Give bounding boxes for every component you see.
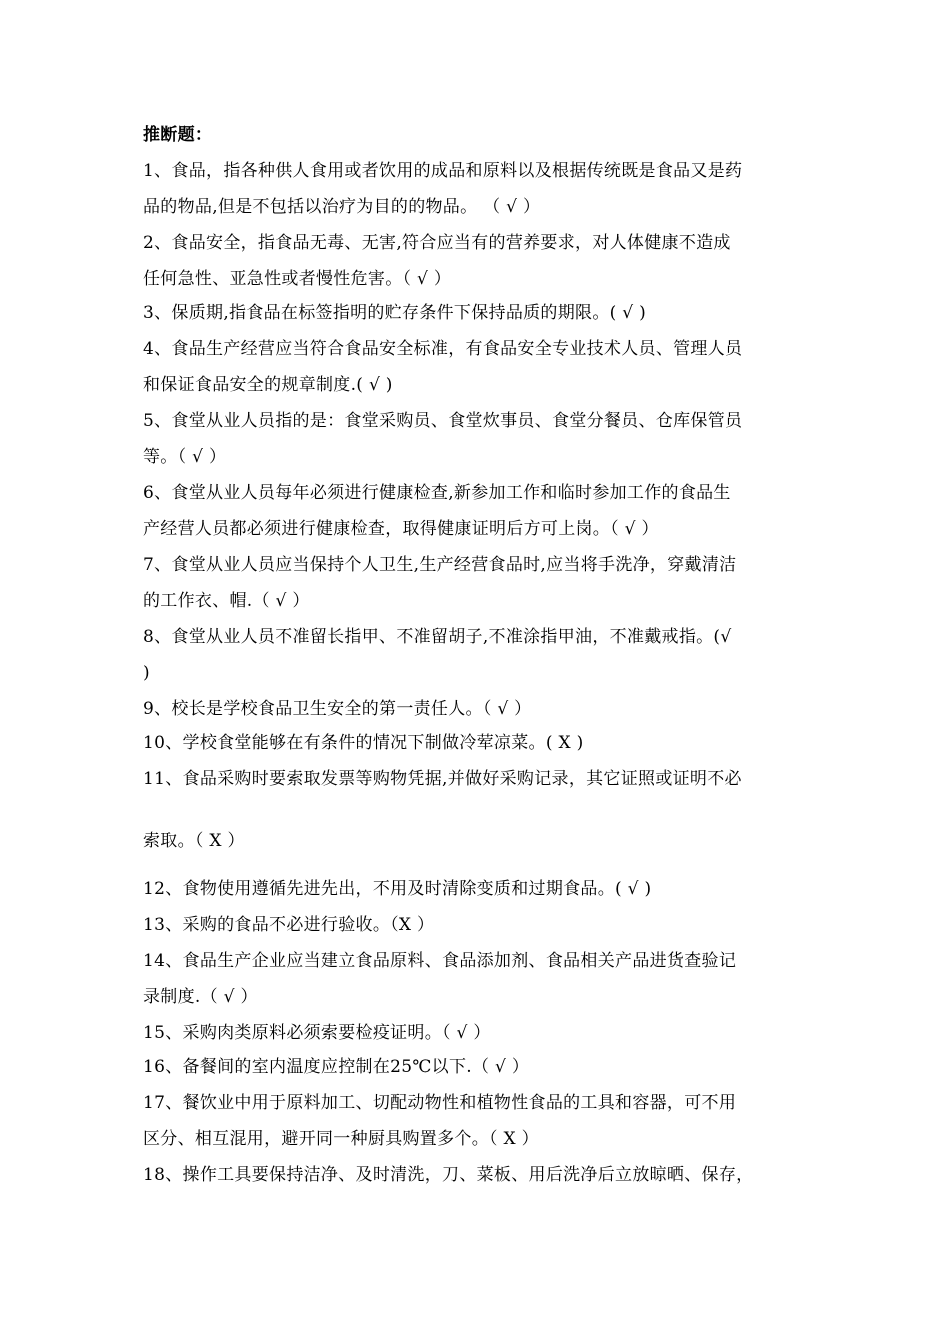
text-line: 2、食品安全，指食品无毒、无害,符合应当有的营养要求，对人体健康不造成 xyxy=(143,233,731,253)
text-line: 6、食堂从业人员每年必须进行健康检查,新参加工作和临时参加工作的食品生 xyxy=(143,483,731,503)
text-line: 和保证食品安全的规章制度.( √ ) xyxy=(143,375,393,395)
text-line: 7、食堂从业人员应当保持个人卫生,生产经营食品时,应当将手洗净，穿戴清洁 xyxy=(143,555,737,575)
text-line: 13、采购的食品不必进行验收。（X ） xyxy=(143,915,435,935)
text-line: 任何急性、亚急性或者慢性危害。（ √ ） xyxy=(143,269,452,289)
text-line: 录制度.（ √ ） xyxy=(143,987,258,1007)
text-line: 索取。（ X ） xyxy=(143,831,245,851)
text-line: 10、学校食堂能够在有条件的情况下制做冷荤凉菜。( X ) xyxy=(143,733,584,753)
text-line: 5、食堂从业人员指的是：食堂采购员、食堂炊事员、食堂分餐员、仓库保管员 xyxy=(143,411,743,431)
text-line: 17、餐饮业中用于原料加工、切配动物性和植物性食品的工具和容器，可不用 xyxy=(143,1093,737,1113)
text-line: 的工作衣、帽.（ √ ） xyxy=(143,591,310,611)
text-line: 18、操作工具要保持洁净、及时清洗，刀、菜板、用后洗净后立放晾晒、保存， xyxy=(143,1165,754,1185)
text-line: 1、食品，指各种供人食用或者饮用的成品和原料以及根据传统既是食品又是药 xyxy=(143,161,743,181)
section-heading: 推断题： xyxy=(143,125,213,145)
text-line: 15、采购肉类原料必须索要检疫证明。（ √ ） xyxy=(143,1023,491,1043)
text-line: 区分、相互混用，避开同一种厨具购置多个。（ X ） xyxy=(143,1129,539,1149)
text-line: 9、校长是学校食品卫生安全的第一责任人。（ √ ） xyxy=(143,699,532,719)
text-line: 3、保质期,指食品在标签指明的贮存条件下保持品质的期限。( √ ) xyxy=(143,303,647,323)
text-line: 等。（ √ ） xyxy=(143,447,227,467)
text-line: 8、食堂从业人员不准留长指甲、不准留胡子,不准涂指甲油，不准戴戒指。(√ xyxy=(143,627,732,647)
text-line: 4、食品生产经营应当符合食品安全标准，有食品安全专业技术人员、管理人员 xyxy=(143,339,743,359)
text-line: 品的物品,但是不包括以治疗为目的的物品。 （ √ ） xyxy=(143,197,541,217)
text-line: ) xyxy=(143,663,150,683)
text-line: 14、食品生产企业应当建立食品原料、食品添加剂、食品相关产品进货查验记 xyxy=(143,951,737,971)
text-line: 11、食品采购时要索取发票等购物凭据,并做好采购记录，其它证照或证明不必 xyxy=(143,769,742,789)
text-line: 16、备餐间的室内温度应控制在25℃以下.（ √ ） xyxy=(143,1057,530,1077)
text-line: 12、食物使用遵循先进先出，不用及时清除变质和过期食品。( √ ) xyxy=(143,879,652,899)
text-line: 产经营人员都必须进行健康检查，取得健康证明后方可上岗。（ √ ） xyxy=(143,519,659,539)
